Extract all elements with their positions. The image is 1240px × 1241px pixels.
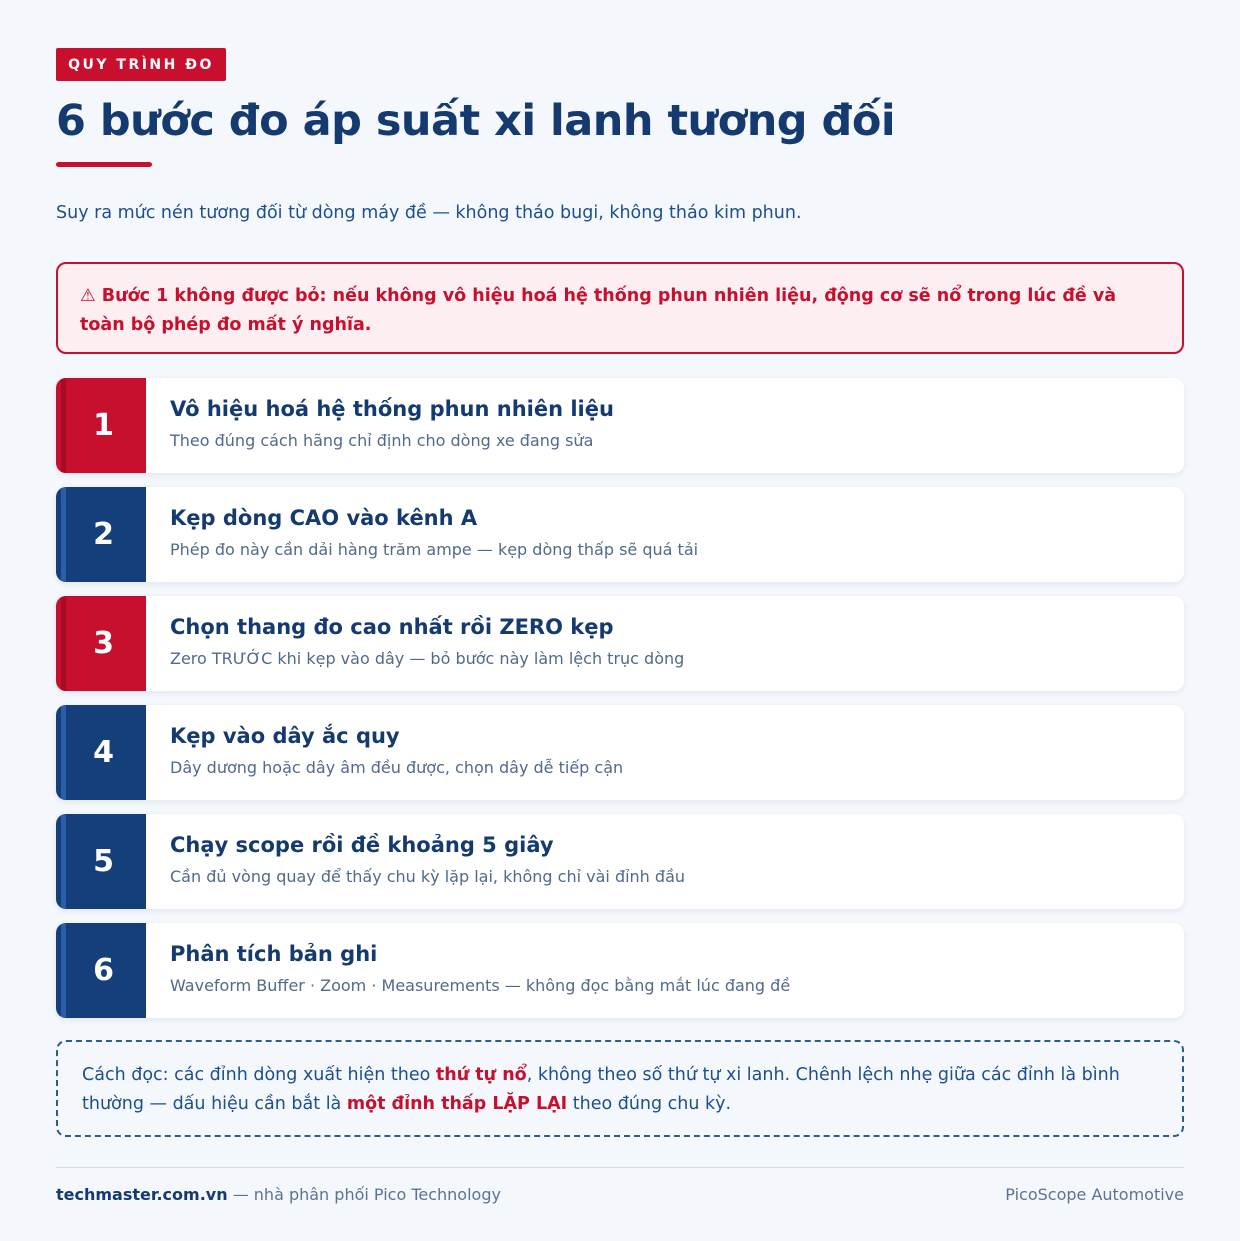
step-number: 3 bbox=[56, 596, 146, 691]
step-title: Kẹp dòng CAO vào kênh A bbox=[170, 506, 478, 530]
warning-text: ⚠ Bước 1 không được bỏ: nếu không vô hiệu hoá hệ thống phun nhiên liệu, động cơ sẽ nổ trong lúc đề và toàn bộ phép đo mất ý nghĩa. bbox=[80, 286, 1117, 335]
step-title: Phân tích bản ghi bbox=[170, 942, 378, 966]
page-title: 6 bước đo áp suất xi lanh tương đối bbox=[56, 96, 896, 146]
step-card bbox=[56, 378, 1184, 473]
step-title: Chọn thang đo cao nhất rồi ZERO kẹp bbox=[170, 615, 614, 639]
note-text-2: , không theo số thứ tự xi lanh. Chênh lệch nhẹ giữa các đỉnh là bình thường — dấu hiệu cần bắt là bbox=[82, 1065, 1120, 1114]
step-number: 2 bbox=[56, 487, 146, 582]
note-highlight-low-peak: một đỉnh thấp LẶP LẠI bbox=[346, 1094, 568, 1114]
step-description: Theo đúng cách hãng chỉ định cho dòng xe đang sửa bbox=[170, 431, 594, 450]
note-text-3: theo đúng chu kỳ. bbox=[567, 1094, 732, 1114]
step-card bbox=[56, 814, 1184, 909]
step-description: Zero TRƯỚC khi kẹp vào dây — bỏ bước này làm lệch trục dòng bbox=[170, 649, 685, 668]
step-description: Dây dương hoặc dây âm đều được, chọn dây dễ tiếp cận bbox=[170, 758, 624, 777]
step-number: 4 bbox=[56, 705, 146, 800]
section-tag: QUY TRÌNH ĐO bbox=[56, 48, 226, 81]
reading-note bbox=[56, 1040, 1184, 1137]
title-underline bbox=[56, 162, 152, 167]
step-title: Vô hiệu hoá hệ thống phun nhiên liệu bbox=[170, 397, 614, 421]
footer-product: PicoScope Automotive bbox=[1005, 1185, 1184, 1204]
step-number: 1 bbox=[56, 378, 146, 473]
warning-callout bbox=[56, 262, 1184, 354]
page-subtitle: Suy ra mức nén tương đối từ dòng máy đề — không tháo bugi, không tháo kim phun. bbox=[56, 203, 802, 223]
footer-credit bbox=[56, 1185, 501, 1204]
step-card bbox=[56, 596, 1184, 691]
footer-divider bbox=[56, 1167, 1184, 1168]
footer-tagline: — nhà phân phối Pico Technology bbox=[227, 1185, 501, 1204]
note-highlight-firing-order: thứ tự nổ bbox=[435, 1065, 527, 1085]
step-card bbox=[56, 487, 1184, 582]
step-description: Phép đo này cần dải hàng trăm ampe — kẹp dòng thấp sẽ quá tải bbox=[170, 540, 699, 559]
step-number: 5 bbox=[56, 814, 146, 909]
step-title: Chạy scope rồi đề khoảng 5 giây bbox=[170, 833, 554, 857]
step-title: Kẹp vào dây ắc quy bbox=[170, 724, 400, 748]
step-number: 6 bbox=[56, 923, 146, 1018]
step-description: Waveform Buffer · Zoom · Measurements — không đọc bằng mắt lúc đang đề bbox=[170, 976, 791, 995]
step-card bbox=[56, 923, 1184, 1018]
footer-brand-link[interactable]: techmaster.com.vn bbox=[56, 1185, 228, 1204]
step-card bbox=[56, 705, 1184, 800]
step-description: Cần đủ vòng quay để thấy chu kỳ lặp lại, không chỉ vài đỉnh đầu bbox=[170, 867, 686, 886]
note-text-1: Cách đọc: các đỉnh dòng xuất hiện theo bbox=[82, 1065, 436, 1085]
